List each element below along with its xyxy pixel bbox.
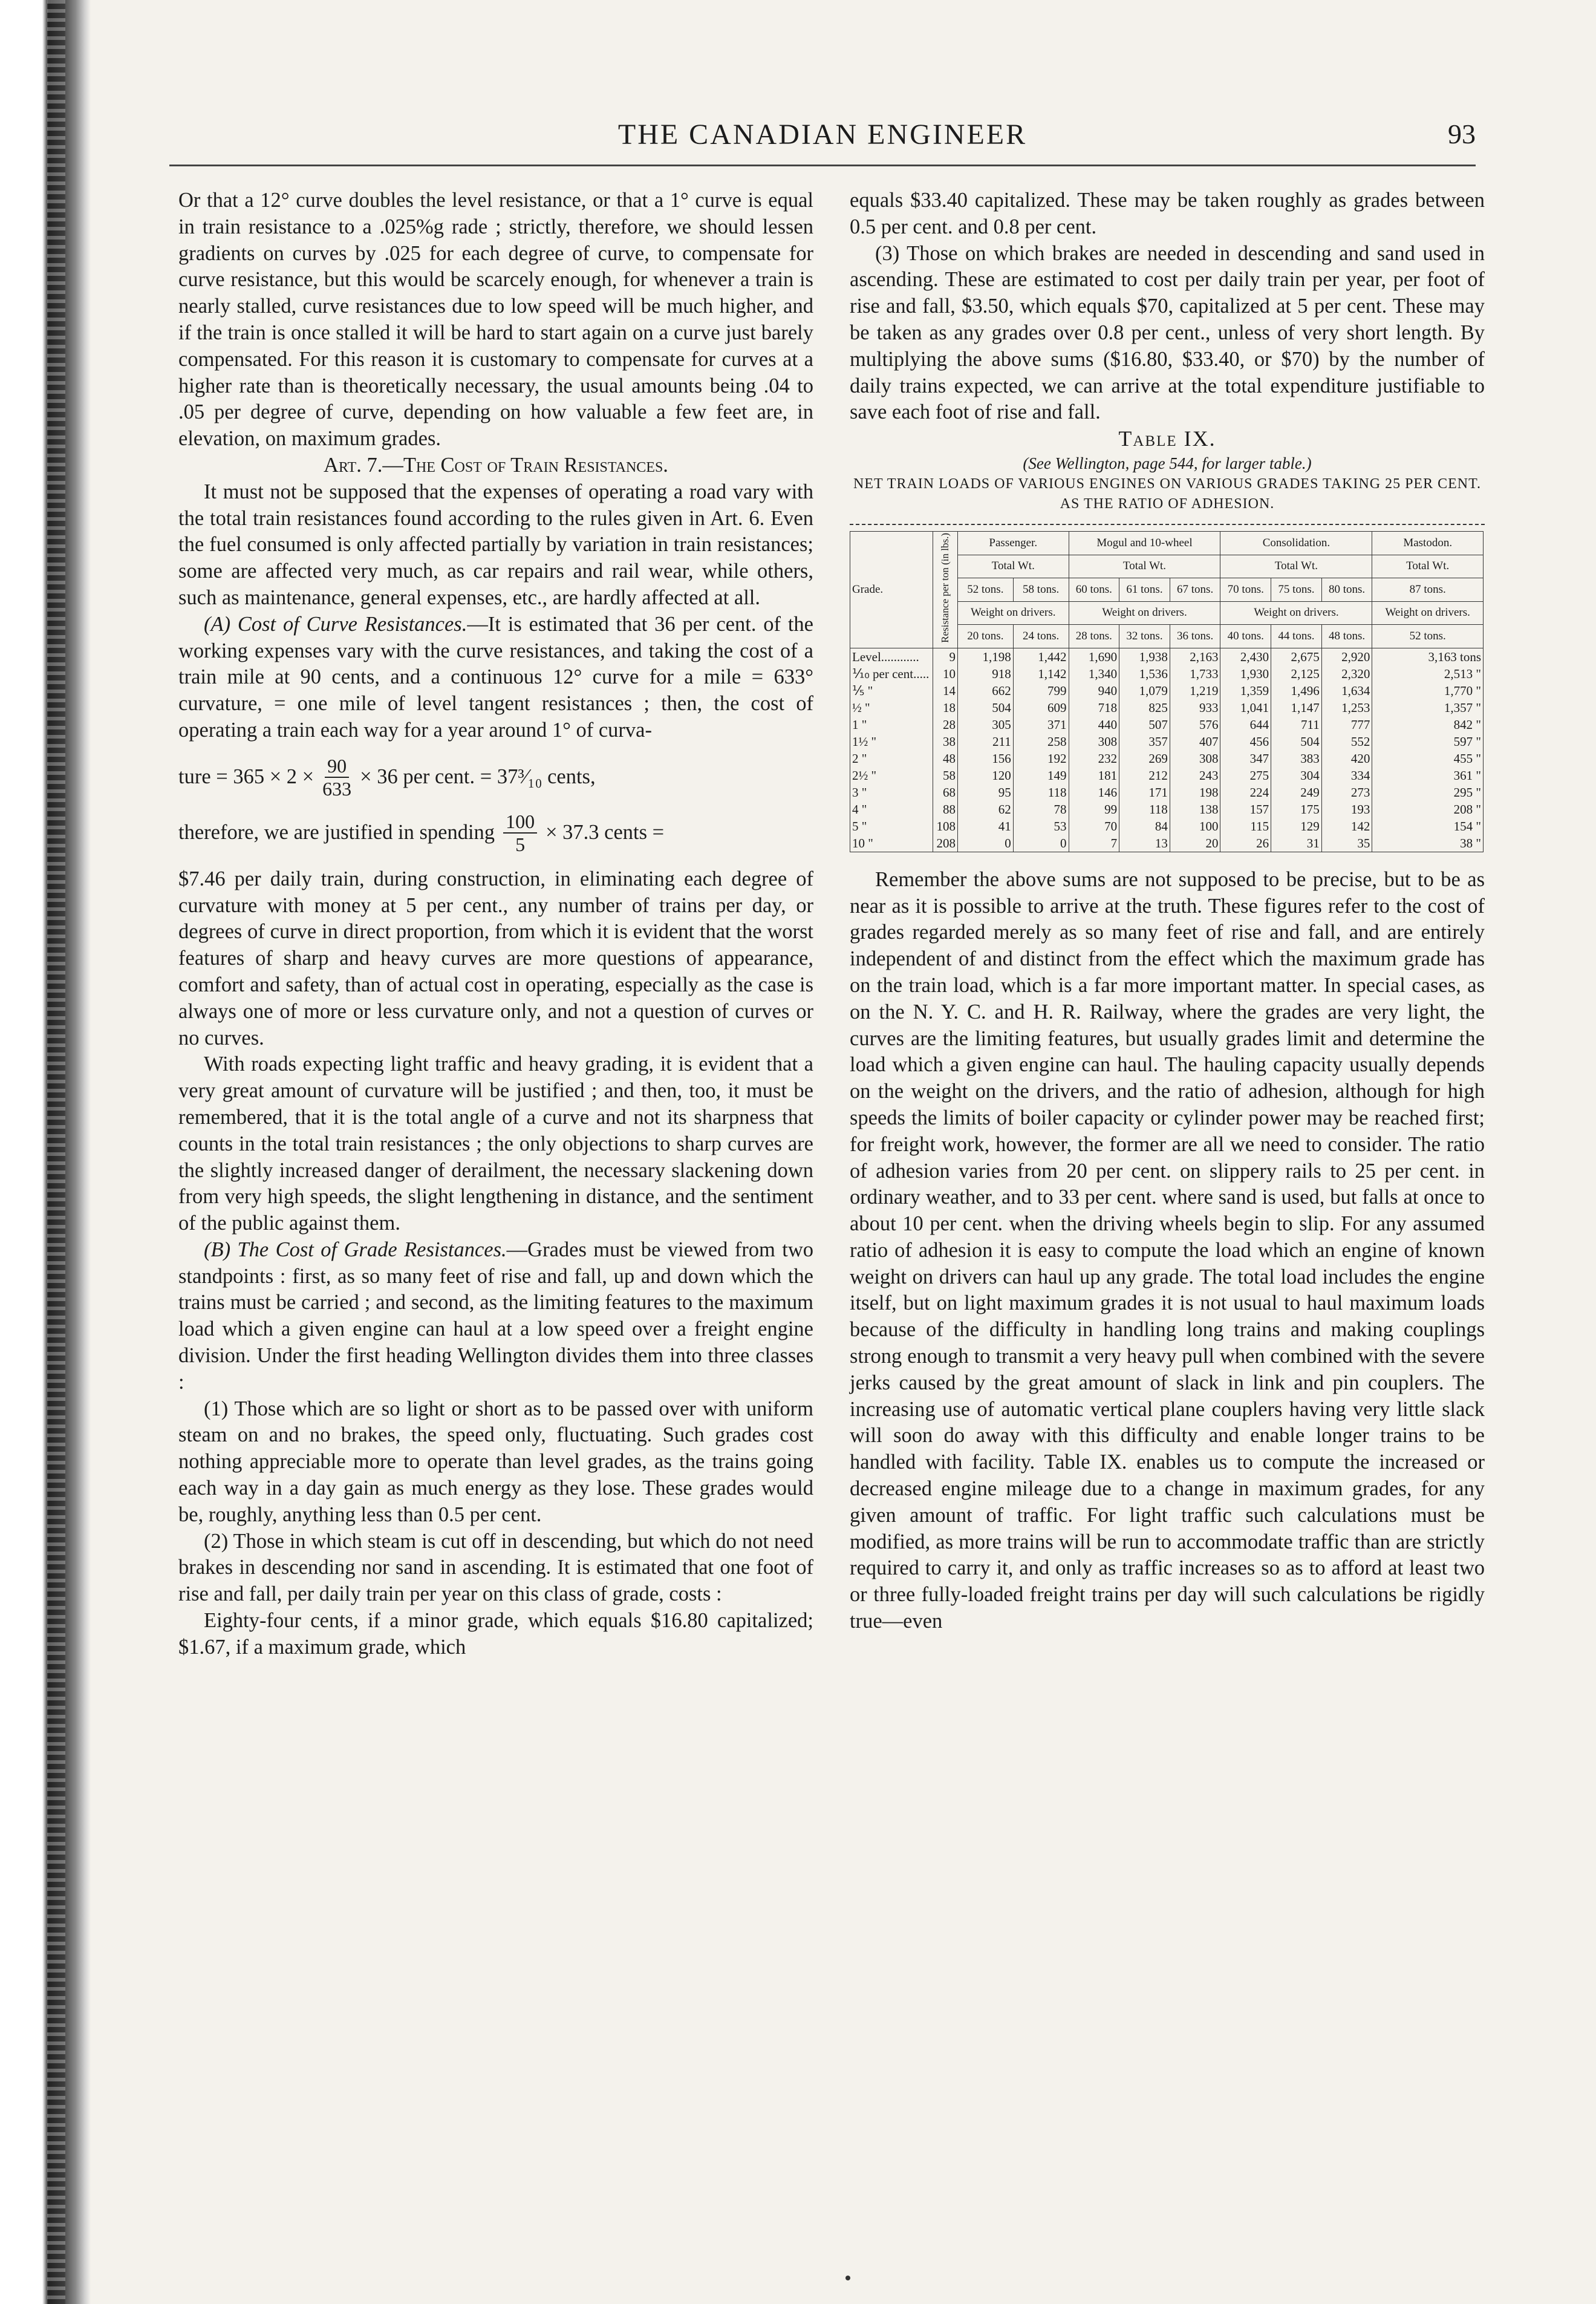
load-cell: 371: [1013, 716, 1069, 733]
load-cell: 146: [1069, 784, 1119, 801]
resistance-cell: 9: [933, 648, 958, 665]
driver-wt: 32 tons.: [1119, 625, 1170, 648]
total-wt: 87 tons.: [1372, 578, 1484, 602]
load-cell: 211: [958, 733, 1014, 750]
header-rule: [169, 165, 1476, 166]
driver-wt: 28 tons.: [1069, 625, 1119, 648]
load-cell: 100: [1170, 818, 1220, 835]
load-cell: 842 ": [1372, 716, 1484, 733]
paragraph: (B) The Cost of Grade Resistances.—Grades must be viewed from two standpoints : first, as so many feet of rise and fall, up and down which the trains must be carried ; and second, as the limiting features to the maximum load which a given engine can haul at a low speed over a freight engine division. Under the first heading Wellington divides them into three classes :: [178, 1238, 813, 1394]
load-cell: 2,320: [1321, 665, 1372, 682]
paragraph: Remember the above sums are not supposed to be precise, but to be as near as it is possible to arrive at the truth. These figures refer to the cost of grades regarded merely as so many feet of rise and fall, and are entirely independent of and distinct from the effect which the maximum grade has on the train load, which is a far more important matter. In special cases, as on the N. Y. C. and H. R. Railway, where the grades are very light, the curves are the limiting features, but usually grades limit and determine the load which a given engine can haul. The hauling capacity usually depends on the weight on the drivers, and the ratio of adhesion, although for high speeds the limits of boiler capacity or cylinder power may be reached first; for freight work, however, the former are all we need to consider. The ratio of adhesion varies from 20 per cent. on slippery rails to 25 per cent. in ordinary weather, and to 33 per cent. where sand is used, but falls at once to about 10 per cent. when the driving wheels begin to slip. For any assumed ratio of adhesion it is easy to compute the load which an engine of known weight on drivers can haul up any grade. The total load includes the engine itself, but on light maximum grades it is not usual to haul maximum loads because of the difficulty in handling long trains and making couplings strong enough to transmit a very heavy pull when combined with the severe jerks caused by the great amount of slack in link and pin couplers. The increasing use of automatic vertical plane couplers having very little slack will soon do away with this difficulty and enable longer trains to be handled with facility. Table IX. enables us to compute the increased or decreased engine mileage due to a change in maximum grades, for any given amount of traffic. For light traffic such calculations must be modified, as more trains will be run to accommodate traffic than are strictly required to carry it, and only as traffic increases so as to afford at least two or three fully-loaded freight trains per day will such calculations be rigidly true—even: [850, 867, 1485, 1633]
load-cell: 552: [1321, 733, 1372, 750]
load-cell: 711: [1271, 716, 1322, 733]
table-row: [850, 733, 1484, 750]
total-wt-label: Total Wt.: [1069, 555, 1220, 578]
load-cell: 175: [1271, 801, 1322, 818]
load-cell: 129: [1271, 818, 1322, 835]
load-cell: 269: [1119, 750, 1170, 767]
load-cell: 118: [1119, 801, 1170, 818]
table-row: [850, 835, 1484, 852]
load-cell: 799: [1013, 682, 1069, 699]
load-cell: 1,359: [1220, 682, 1271, 699]
load-cell: 2,163: [1170, 648, 1220, 665]
resistance-cell: 208: [933, 835, 958, 852]
load-cell: 2,513 ": [1372, 665, 1484, 682]
drivers-label: Weight on drivers.: [1069, 601, 1220, 625]
load-cell: 2,920: [1321, 648, 1372, 665]
load-cell: 644: [1220, 716, 1271, 733]
resistance-cell: 88: [933, 801, 958, 818]
load-cell: 154 ": [1372, 818, 1484, 835]
load-cell: 1,147: [1271, 699, 1322, 716]
load-cell: 2,675: [1271, 648, 1322, 665]
load-cell: 198: [1170, 784, 1220, 801]
grade-cell: 2½ ": [850, 767, 933, 784]
load-cell: 70: [1069, 818, 1119, 835]
running-header: [169, 118, 1476, 166]
load-cell: 295 ": [1372, 784, 1484, 801]
load-cell: 504: [1271, 733, 1322, 750]
paragraph: Eighty-four cents, if a minor grade, which equals $16.80 capitalized; $1.67, if a maximum grade, which: [178, 1609, 813, 1659]
load-cell: 1,690: [1069, 648, 1119, 665]
table-body: [850, 648, 1484, 852]
table-row: [850, 784, 1484, 801]
load-cell: 273: [1321, 784, 1372, 801]
formula-curvature-cost: ture = 365 × 2 × $\frac{90}{633}$ × 36 per cent. = 37³⁄₁₀ cents,: [178, 754, 596, 800]
resistance-cell: 14: [933, 682, 958, 699]
load-cell: 249: [1271, 784, 1322, 801]
resistance-cell: 10: [933, 665, 958, 682]
load-cell: 243: [1170, 767, 1220, 784]
resistance-cell: 18: [933, 699, 958, 716]
load-cell: 26: [1220, 835, 1271, 852]
load-cell: 1,634: [1321, 682, 1372, 699]
load-cell: 662: [958, 682, 1014, 699]
load-cell: 138: [1170, 801, 1220, 818]
load-cell: 258: [1013, 733, 1069, 750]
load-cell: 347: [1220, 750, 1271, 767]
load-cell: 31: [1271, 835, 1322, 852]
paragraph: (A) Cost of Curve Resistances.—It is estimated that 36 per cent. of the working expenses vary with the curve resistances, and taking the cost of a train mile at 90 cents, and a continuous 12° curve for a mile = 633° curvature, = one mile of level tangent resistances ; then, the cost of operating a train each way for a year around 1° of curva-: [178, 612, 813, 742]
load-cell: 940: [1069, 682, 1119, 699]
table-row: [850, 682, 1484, 699]
load-cell: 171: [1119, 784, 1170, 801]
grade-cell: 1 ": [850, 716, 933, 733]
total-wt: 80 tons.: [1321, 578, 1372, 602]
resistance-header: Resistance per ton (in lbs.): [933, 531, 958, 648]
load-cell: 115: [1220, 818, 1271, 835]
load-cell: 718: [1069, 699, 1119, 716]
load-cell: 1,253: [1321, 699, 1372, 716]
load-cell: 212: [1119, 767, 1170, 784]
resistance-cell: 28: [933, 716, 958, 733]
load-cell: 224: [1220, 784, 1271, 801]
subsection-label: (B) The Cost of Grade Resistances.: [204, 1238, 507, 1261]
page-number: 93: [1448, 119, 1476, 149]
load-cell: 2,430: [1220, 648, 1271, 665]
grade-cell: ⅒ per cent.....: [850, 665, 933, 682]
fraction: $\frac{90}{633}$: [322, 754, 352, 800]
total-wt: 67 tons.: [1170, 578, 1220, 602]
load-cell: 383: [1271, 750, 1322, 767]
load-cell: 407: [1170, 733, 1220, 750]
load-cell: 2,125: [1271, 665, 1322, 682]
load-cell: 305: [958, 716, 1014, 733]
load-cell: 7: [1069, 835, 1119, 852]
load-cell: 440: [1069, 716, 1119, 733]
load-cell: 455 ": [1372, 750, 1484, 767]
load-cell: 507: [1119, 716, 1170, 733]
table-row: [850, 716, 1484, 733]
table-row: [850, 648, 1484, 665]
load-cell: 99: [1069, 801, 1119, 818]
total-wt: 70 tons.: [1220, 578, 1271, 602]
load-cell: 118: [1013, 784, 1069, 801]
grade-cell: 3 ": [850, 784, 933, 801]
table-row: [850, 750, 1484, 767]
load-cell: 120: [958, 767, 1014, 784]
load-cell: 232: [1069, 750, 1119, 767]
total-wt: 61 tons.: [1119, 578, 1170, 602]
load-cell: 142: [1321, 818, 1372, 835]
paragraph: $7.46 per daily train, during construction, in eliminating each degree of curvature with money at 5 per cent., any number of trains per day, or degrees of curve in direct proportion, from which it is evident that the worst features of sharp and heavy curves are more questions of appearance, comfort and safety, than of actual cost in operating, especially as the case is always one of more or less curvature only, and not a question of curves or no curves.: [178, 867, 813, 1049]
driver-wt: 44 tons.: [1271, 625, 1322, 648]
load-cell: 361 ": [1372, 767, 1484, 784]
load-cell: 192: [1013, 750, 1069, 767]
load-cell: 918: [958, 665, 1014, 682]
load-cell: 1,041: [1220, 699, 1271, 716]
load-cell: 156: [958, 750, 1014, 767]
load-cell: 84: [1119, 818, 1170, 835]
load-cell: 3,163 tons: [1372, 648, 1484, 665]
train-loads-table: [850, 531, 1484, 852]
total-wt-label: Total Wt.: [958, 555, 1069, 578]
load-cell: 208 ": [1372, 801, 1484, 818]
load-cell: 1,770 ": [1372, 682, 1484, 699]
load-cell: 0: [958, 835, 1014, 852]
drivers-label: Weight on drivers.: [958, 601, 1069, 625]
load-cell: 576: [1170, 716, 1220, 733]
load-cell: 334: [1321, 767, 1372, 784]
resistance-cell: 48: [933, 750, 958, 767]
grade-cell: 5 ": [850, 818, 933, 835]
table-row: [850, 818, 1484, 835]
load-cell: 1,079: [1119, 682, 1170, 699]
load-cell: 1,496: [1271, 682, 1322, 699]
table-row: [850, 665, 1484, 682]
resistance-cell: 68: [933, 784, 958, 801]
grade-cell: ⅕ ": [850, 682, 933, 699]
load-cell: 504: [958, 699, 1014, 716]
load-cell: 777: [1321, 716, 1372, 733]
table-caption: NET TRAIN LOADS OF VARIOUS ENGINES ON VARIOUS GRADES TAKING 25 PER CENT. AS THE RATIO OF ADHESION.: [853, 475, 1481, 512]
grade-cell: 4 ": [850, 801, 933, 818]
group-header: Mastodon.: [1372, 531, 1484, 555]
resistance-cell: 38: [933, 733, 958, 750]
load-cell: 609: [1013, 699, 1069, 716]
fraction: $\frac{100}{5}$: [503, 811, 537, 855]
grade-cell: Level............: [850, 648, 933, 665]
article-heading: Art. 7.—The Cost of Train Resistances.: [324, 453, 668, 477]
load-cell: 825: [1119, 699, 1170, 716]
table-row: [850, 801, 1484, 818]
load-cell: 62: [958, 801, 1014, 818]
load-cell: 13: [1119, 835, 1170, 852]
paragraph: (2) Those in which steam is cut off in descending, but which do not need brakes in descending nor sand in ascending. It is estimated that one foot of rise and fall, per daily train per year on this class of grade, costs :: [178, 1529, 813, 1606]
load-cell: 933: [1170, 699, 1220, 716]
drivers-label: Weight on drivers.: [1372, 601, 1484, 625]
table-title: Table IX.: [1118, 426, 1216, 451]
subsection-label: (A) Cost of Curve Resistances.: [204, 612, 467, 636]
drivers-label: Weight on drivers.: [1220, 601, 1372, 625]
load-cell: 1,142: [1013, 665, 1069, 682]
grade-header: Grade.: [850, 531, 933, 648]
table-row: [850, 767, 1484, 784]
resistance-cell: 108: [933, 818, 958, 835]
load-cell: 1,938: [1119, 648, 1170, 665]
load-cell: 275: [1220, 767, 1271, 784]
load-cell: 193: [1321, 801, 1372, 818]
paragraph: With roads expecting light traffic and heavy grading, it is evident that a very great amount of curvature will be justified ; and then, too, it must be remembered, that it is the total angle of a curve and not its sharpness that counts in the total train resistances ; the only objections to sharp curves are the slightly increased danger of derailment, the necessary slackening down from very high speeds, the slight lengthening in distance, and the sentiment of the public against them.: [178, 1052, 813, 1235]
table-rule: [850, 524, 1485, 525]
load-cell: 1,930: [1220, 665, 1271, 682]
total-wt: 58 tons.: [1013, 578, 1069, 602]
resistance-cell: 58: [933, 767, 958, 784]
paragraph: (3) Those on which brakes are needed in descending and sand used in ascending. These are estimated to cost per daily train per year, per foot of rise and fall, $3.50, which equals $70, capitalized at 5 per cent. These may be taken as any grades over 0.8 per cent., unless of very short length. By multiplying the above sums ($16.80, $33.40, or $70) by the number of daily trains expected, we can arrive at the total expenditure justifiable to save each foot of rise and fall.: [850, 241, 1485, 424]
total-wt: 52 tons.: [958, 578, 1014, 602]
grade-cell: 10 ": [850, 835, 933, 852]
left-column: [178, 188, 813, 1661]
total-wt: 75 tons.: [1271, 578, 1322, 602]
load-cell: 597 ": [1372, 733, 1484, 750]
total-wt-label: Total Wt.: [1372, 555, 1484, 578]
grade-cell: 1½ ": [850, 733, 933, 750]
load-cell: 0: [1013, 835, 1069, 852]
group-header: Mogul and 10-wheel: [1069, 531, 1220, 555]
load-cell: 1,198: [958, 648, 1014, 665]
load-cell: 149: [1013, 767, 1069, 784]
total-wt-label: Total Wt.: [1220, 555, 1372, 578]
driver-wt: 52 tons.: [1372, 625, 1484, 648]
right-column: [850, 188, 1485, 1635]
load-cell: 1,340: [1069, 665, 1119, 682]
load-cell: 38 ": [1372, 835, 1484, 852]
paragraph: equals $33.40 capitalized. These may be taken roughly as grades between 0.5 per cent. and 0.8 per cent.: [850, 189, 1485, 238]
grade-cell: ½ ": [850, 699, 933, 716]
total-wt: 60 tons.: [1069, 578, 1119, 602]
driver-wt: 20 tons.: [958, 625, 1014, 648]
driver-wt: 48 tons.: [1321, 625, 1372, 648]
paragraph: (1) Those which are so light or short as to be passed over with uniform steam on and no brakes, the speed only, fluctuating. Such grades cost nothing appreciable more to operate than level grades, as the trains going each way in a day gain as much energy as they lose. These grades would be, roughly, anything less than 0.5 per cent.: [178, 1397, 813, 1526]
driver-wt: 24 tons.: [1013, 625, 1069, 648]
book-binding-edge: [0, 0, 91, 2304]
journal-title: THE CANADIAN ENGINEER: [617, 119, 1028, 151]
load-cell: 420: [1321, 750, 1372, 767]
formula-justified-spending: therefore, we are justified in spending $\frac{100}{5}$ × 37.3 cents =: [178, 810, 665, 855]
load-cell: 308: [1069, 733, 1119, 750]
load-cell: 20: [1170, 835, 1220, 852]
load-cell: 456: [1220, 733, 1271, 750]
table-row: [850, 699, 1484, 716]
group-header: Passenger.: [958, 531, 1069, 555]
driver-wt: 36 tons.: [1170, 625, 1220, 648]
load-cell: 157: [1220, 801, 1271, 818]
load-cell: 1,219: [1170, 682, 1220, 699]
load-cell: 308: [1170, 750, 1220, 767]
load-cell: 1,442: [1013, 648, 1069, 665]
load-cell: 35: [1321, 835, 1372, 852]
load-cell: 78: [1013, 801, 1069, 818]
group-header: Consolidation.: [1220, 531, 1372, 555]
load-cell: 1,733: [1170, 665, 1220, 682]
load-cell: 304: [1271, 767, 1322, 784]
load-cell: 181: [1069, 767, 1119, 784]
load-cell: 357: [1119, 733, 1170, 750]
load-cell: 1,536: [1119, 665, 1170, 682]
load-cell: 1,357 ": [1372, 699, 1484, 716]
paragraph: Or that a 12° curve doubles the level resistance, or that a 1° curve is equal in train resistance to a .025%g rade ; strictly, therefore, we should lessen gradients on curves by .025 for each degree of curve, to compensate for curve resistance, but this would be scarcely enough, for whenever a train is nearly stalled, curve resistances due to low speed will be much higher, and if the train is once stalled it will be hard to start again on a curve just barely compensated. For this reason it is customary to compensate for curves at a higher rate than is theoretically necessary, the usual amounts being .04 to .05 per degree of curve, depending on how valuable a few feet are, in elevation, on maximum grades.: [178, 189, 813, 451]
driver-wt: 40 tons.: [1220, 625, 1271, 648]
grade-cell: 2 ": [850, 750, 933, 767]
ink-speck: [845, 2276, 850, 2280]
load-cell: 41: [958, 818, 1014, 835]
table-subtitle: (See Wellington, page 544, for larger table.): [1023, 454, 1312, 472]
load-cell: 53: [1013, 818, 1069, 835]
load-cell: 95: [958, 784, 1014, 801]
paragraph: It must not be supposed that the expenses of operating a road vary with the total train resistances found according to the rules given in Art. 6. Even the fuel consumed is only affected partially by variation in train resistances; some are affected very much, as car repairs and rail wear, while others, such as maintenance, general expenses, etc., are hardly affected at all.: [178, 480, 813, 609]
